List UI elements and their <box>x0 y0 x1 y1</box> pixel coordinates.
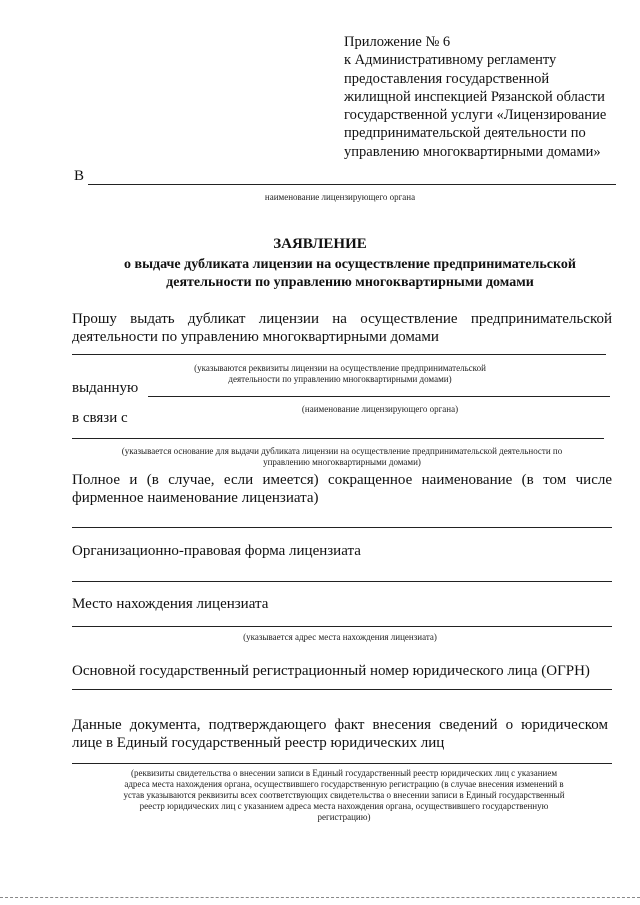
recipient-field[interactable] <box>88 184 616 185</box>
document-caption4: реестр юридических лиц с указанием адреса места нахождения органа, осуществившего государственную <box>139 801 549 811</box>
document-field[interactable] <box>72 763 612 764</box>
license-details-caption2: деятельности по управлению многоквартирными домами) <box>228 374 452 384</box>
location-caption: (указывается адрес места нахождения лицензиата) <box>243 632 437 642</box>
issued-label: выданную <box>72 380 139 396</box>
fullname-text-line1: Полное и (в случае, если имеется) сокращенное наименование (в том числе <box>72 472 612 488</box>
location-label: Место нахождения лицензиата <box>72 596 269 612</box>
issued-by-field[interactable] <box>148 396 610 397</box>
recipient-prefix: В <box>74 168 85 184</box>
page-title: ЗАЯВЛЕНИЕ <box>273 236 367 252</box>
appendix-line: управлению многоквартирными домами» <box>344 143 601 160</box>
request-text-line1: Прошу выдать дубликат лицензии на осуществление предпринимательской <box>72 311 612 327</box>
legal-form-field[interactable] <box>72 581 612 582</box>
page-subtitle-line2: деятельности по управлению многоквартирными домами <box>166 275 534 290</box>
appendix-line: государственной услуги «Лицензирование <box>344 107 607 124</box>
fullname-field[interactable] <box>72 527 612 528</box>
appendix-line: предоставления государственной <box>344 70 550 87</box>
appendix-line: Приложение № 6 <box>344 34 451 50</box>
reason-field[interactable] <box>72 438 604 439</box>
appendix-line: к Административному регламенту <box>344 52 557 69</box>
document-caption5: регистрацию) <box>317 812 371 822</box>
document-caption1: (реквизиты свидетельства о внесении записи в Единый государственный реестр юридических лиц с указанием <box>130 768 558 778</box>
reason-label: в связи с <box>72 410 128 426</box>
appendix-block <box>344 33 629 161</box>
license-details-caption1: (указываются реквизиты лицензии на осуществление предпринимательской <box>194 363 486 373</box>
document-text-line1: Данные документа, подтверждающего факт внесения сведений о юридическом <box>72 717 608 733</box>
request-text-line2: деятельности по управлению многоквартирными домами <box>72 329 439 345</box>
document-caption2: адреса места нахождения органа, осуществившего государственную регистрацию (в случае внесения изменений в <box>124 779 564 789</box>
recipient-caption: наименование лицензирующего органа <box>264 192 416 202</box>
location-field[interactable] <box>72 626 612 627</box>
appendix-line: предпринимательской деятельности по <box>344 125 586 142</box>
legal-form-label: Организационно-правовая форма лицензиата <box>72 543 361 559</box>
fullname-text-line2: фирменное наименование лицензиата) <box>72 490 319 506</box>
page-subtitle-line1: о выдаче дубликата лицензии на осуществление предпринимательской <box>124 257 576 272</box>
license-details-field[interactable] <box>72 354 606 355</box>
reason-caption2: управлению многоквартирными домами) <box>263 457 421 467</box>
ogrn-field[interactable] <box>72 689 612 690</box>
issued-caption: (наименование лицензирующего органа) <box>301 404 459 414</box>
appendix-line: жилищной инспекцией Рязанской области <box>344 88 605 105</box>
page-bottom-edge <box>0 897 640 898</box>
document-caption3: устав указываются реквизиты всех соответствующих свидетельства о внесении записи в Единый государственный <box>123 790 565 800</box>
ogrn-label: Основной государственный регистрационный номер юридического лица (ОГРН) <box>72 663 590 679</box>
reason-caption1: (указывается основание для выдачи дубликата лицензии на осуществление предпринимательской деятельности по <box>121 446 563 456</box>
document-text-line2: лице в Единый государственный реестр юридических лиц <box>72 735 445 751</box>
